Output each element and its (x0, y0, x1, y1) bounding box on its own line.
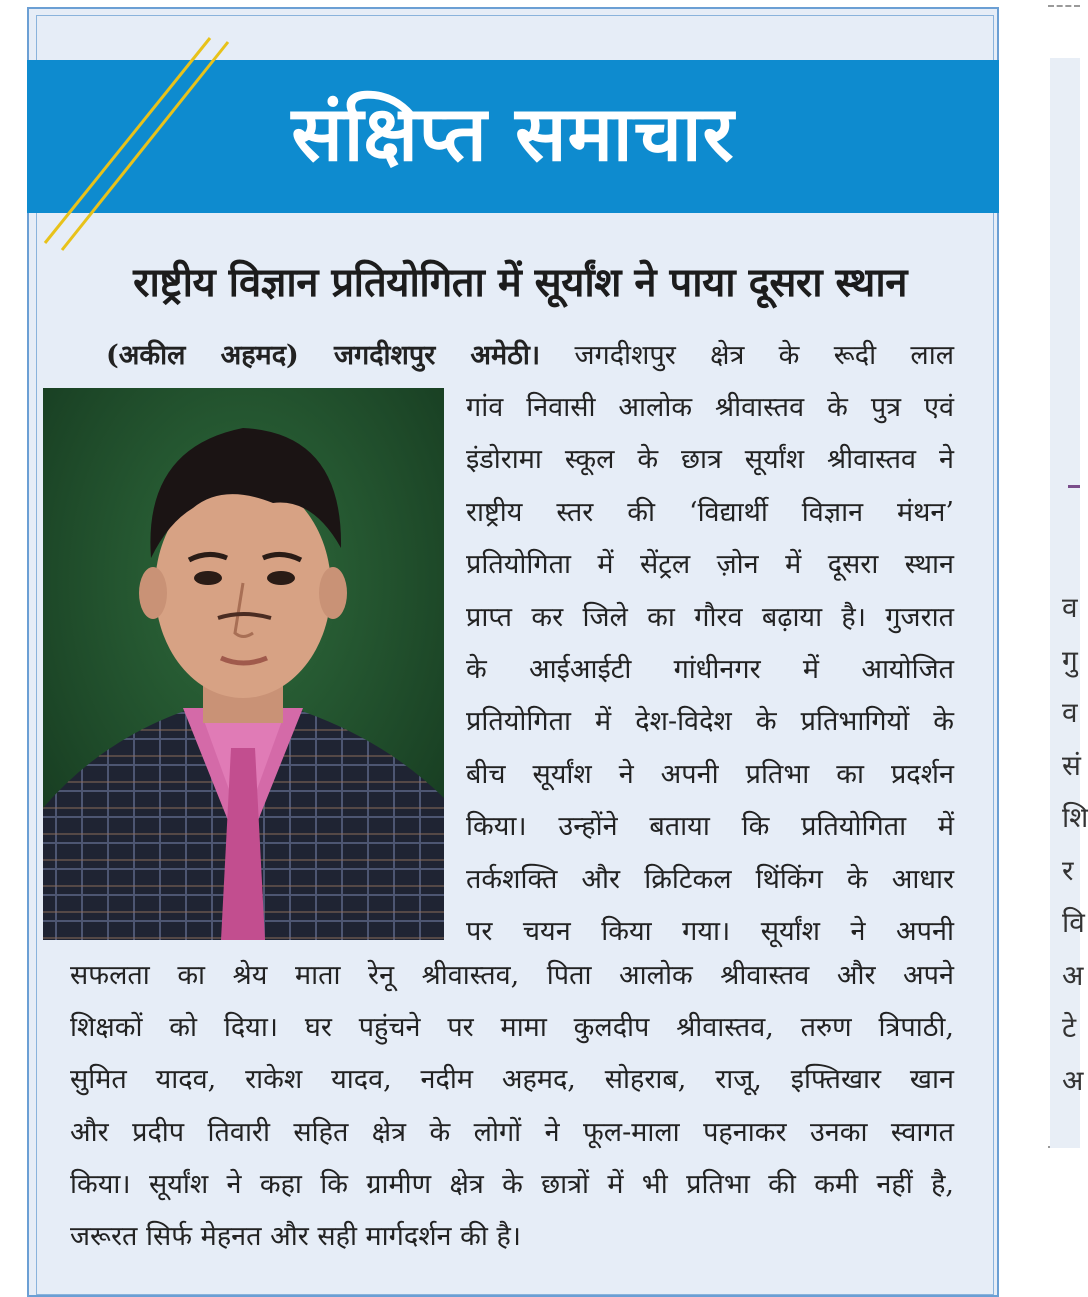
body-line: गांव निवासी आलोक श्रीवास्तव के पुत्र एवं (466, 392, 954, 423)
body-line: बीच सूर्यांश ने अपनी प्रतिभा का प्रदर्शन (466, 758, 954, 790)
first-line-text: जगदीशपुर क्षेत्र के रूदी लाल (574, 340, 954, 371)
body-line-full: शिक्षकों को दिया। घर पहुंचने पर मामा कुलदीप श्रीवास्तव, तरुण त्रिपाठी, (70, 1012, 954, 1044)
adjacent-column-glyph: वि (1062, 906, 1085, 939)
body-line: राष्ट्रीय स्तर की ‘विद्यार्थी विज्ञान मंथन’ (466, 496, 954, 528)
body-line: प्रतियोगिता में सेंट्रल ज़ोन में दूसरा स्थान (466, 549, 954, 581)
adjacent-column-glyph: सं (1062, 748, 1081, 782)
last-line: जरूरत सिर्फ मेहनत और सही मार्गदर्शन की है। (70, 1221, 522, 1252)
adjacent-column-rule (1068, 485, 1080, 488)
adjacent-column-glyph: र (1062, 853, 1074, 887)
body-line: किया। उन्होंने बताया कि प्रतियोगिता में (466, 811, 954, 843)
adjacent-column-glyph: व (1062, 696, 1078, 729)
article-headline: राष्ट्रीय विज्ञान प्रतियोगिता में सूर्यांश ने पाया दूसरा स्थान (133, 260, 907, 306)
adjacent-column-glyph: टे (1062, 1011, 1077, 1044)
adjacent-column-glyph: अ (1062, 958, 1084, 992)
decorative-slash-lines (0, 0, 240, 260)
byline: (अकील अहमद) जगदीशपुर अमेठी। (106, 340, 541, 371)
byline-line (106, 332, 954, 380)
adjacent-column-glyph: शि (1062, 801, 1088, 834)
portrait-photo (43, 388, 444, 940)
body-line: तर्कशक्ति और क्रिटिकल थिंकिंग के आधार (466, 863, 954, 895)
body-line-full: सुमित यादव, राकेश यादव, नदीम अहमद, सोहराब, राजू, इफ्तिखार खान (70, 1064, 954, 1096)
body-line-full: और प्रदीप तिवारी सहित क्षेत्र के लोगों ने फूल-माला पहनाकर उनका स्वागत (70, 1116, 954, 1148)
body-line: के आईआईटी गांधीनगर में आयोजित (466, 654, 954, 685)
top-dashed-guide (1048, 5, 1080, 7)
body-line-full: सफलता का श्रेय माता रेनू श्रीवास्तव, पिता आलोक श्रीवास्तव और अपने (70, 960, 954, 991)
body-line: प्रतियोगिता में देश-विदेश के प्रतिभागियों के (466, 706, 954, 738)
section-title: संक्षिप्त समाचार (291, 89, 735, 178)
body-line: पर चयन किया गया। सूर्यांश ने अपनी (466, 916, 954, 947)
body-line: इंडोरामा स्कूल के छात्र सूर्यांश श्रीवास्तव ने (466, 444, 954, 476)
portrait-illustration (43, 388, 444, 940)
adjacent-column-glyph: व (1062, 591, 1078, 624)
body-line-full: किया। सूर्यांश ने कहा कि ग्रामीण क्षेत्र के छात्रों में भी प्रतिभा की कमी नहीं है, (70, 1168, 954, 1200)
adjacent-column-glyph: गु (1062, 643, 1078, 677)
body-line: प्राप्त कर जिले का गौरव बढ़ाया है। गुजरात (466, 601, 954, 633)
adjacent-column-glyph: अ (1062, 1063, 1084, 1097)
